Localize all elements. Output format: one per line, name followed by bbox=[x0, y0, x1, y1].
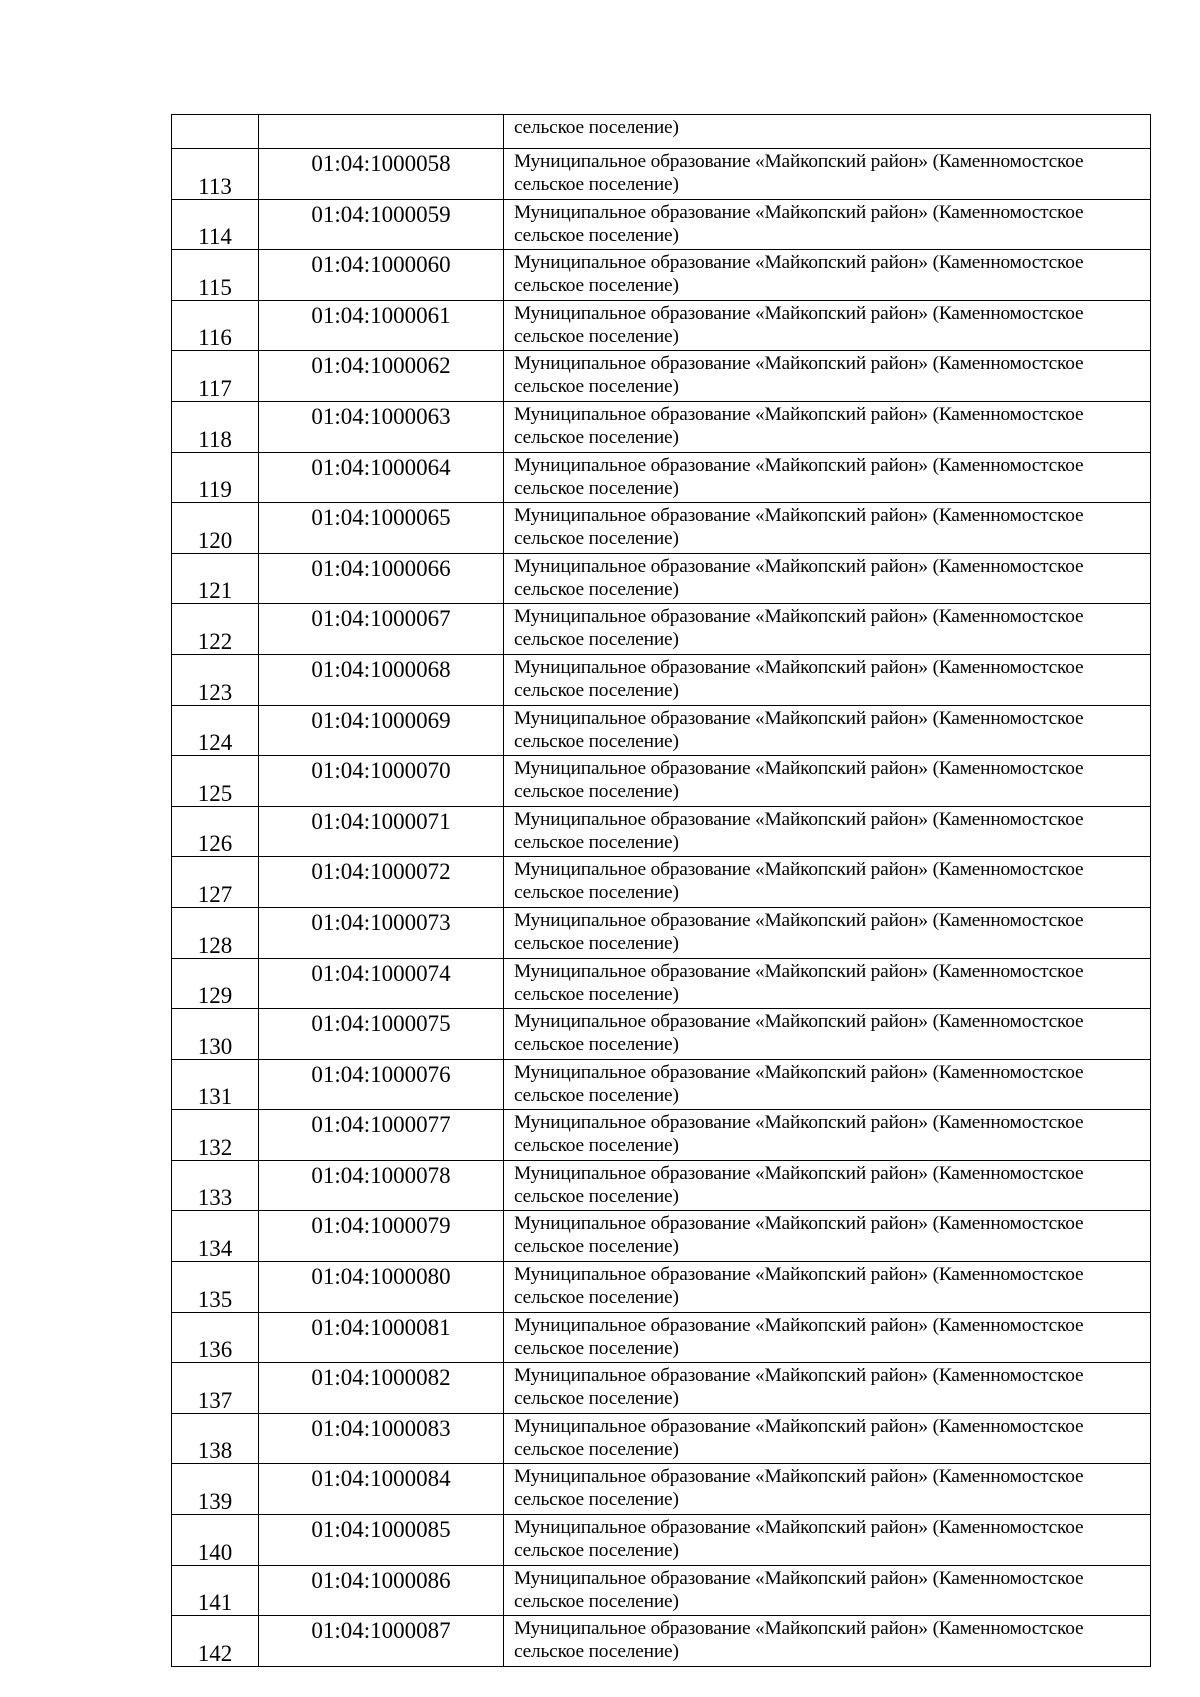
row-number: 119 bbox=[172, 452, 259, 503]
table-row bbox=[172, 1413, 1151, 1464]
row-number: 117 bbox=[172, 351, 259, 402]
description-line: сельское поселение) bbox=[514, 730, 679, 752]
description-line: Муниципальное образование «Майкопский район» (Каменномостское bbox=[514, 808, 1084, 830]
cadastral-code: 01:04:1000063 bbox=[259, 401, 504, 452]
cadastral-code: 01:04:1000066 bbox=[259, 553, 504, 604]
row-number: 131 bbox=[172, 1059, 259, 1110]
row-description bbox=[504, 452, 1151, 503]
row-number: 142 bbox=[172, 1616, 259, 1667]
cadastral-code: 01:04:1000065 bbox=[259, 503, 504, 554]
description-line: Муниципальное образование «Майкопский район» (Каменномостское bbox=[514, 960, 1084, 982]
table-row bbox=[172, 1515, 1151, 1566]
cadastral-code: 01:04:1000071 bbox=[259, 806, 504, 857]
row-description bbox=[504, 503, 1151, 554]
description-line: сельское поселение) bbox=[514, 1084, 679, 1106]
row-number: 122 bbox=[172, 604, 259, 655]
row-number: 128 bbox=[172, 907, 259, 958]
description-line: сельское поселение) bbox=[514, 1337, 679, 1359]
description-line: сельское поселение) bbox=[514, 1034, 679, 1056]
table-body bbox=[172, 115, 1151, 1667]
cadastral-code: 01:04:1000083 bbox=[259, 1413, 504, 1464]
description-line: сельское поселение) bbox=[514, 275, 679, 297]
cadastral-code: 01:04:1000069 bbox=[259, 705, 504, 756]
row-number: 121 bbox=[172, 553, 259, 604]
row-number: 125 bbox=[172, 756, 259, 807]
description-line: сельское поселение) bbox=[514, 1590, 679, 1612]
row-number: 137 bbox=[172, 1363, 259, 1414]
description-line: Муниципальное образование «Майкопский район» (Каменномостское bbox=[514, 1517, 1084, 1539]
cadastral-code: 01:04:1000078 bbox=[259, 1160, 504, 1211]
table-row bbox=[172, 1110, 1151, 1161]
row-description bbox=[504, 1464, 1151, 1515]
description-line: Муниципальное образование «Майкопский район» (Каменномостское bbox=[514, 707, 1084, 729]
table-row bbox=[172, 1160, 1151, 1211]
description-line: сельское поселение) bbox=[514, 629, 679, 651]
description-line: сельское поселение) bbox=[514, 325, 679, 347]
table-row bbox=[172, 1009, 1151, 1060]
description-line: Муниципальное образование «Майкопский район» (Каменномостское bbox=[514, 201, 1084, 223]
row-description bbox=[504, 1312, 1151, 1363]
row-number: 132 bbox=[172, 1110, 259, 1161]
description-line: Муниципальное образование «Майкопский район» (Каменномостское bbox=[514, 1264, 1084, 1286]
row-description bbox=[504, 115, 1151, 149]
row-number: 138 bbox=[172, 1413, 259, 1464]
description-line: Муниципальное образование «Майкопский район» (Каменномостское bbox=[514, 758, 1084, 780]
row-number: 135 bbox=[172, 1262, 259, 1313]
table-row bbox=[172, 503, 1151, 554]
cadastral-code: 01:04:1000084 bbox=[259, 1464, 504, 1515]
row-number: 116 bbox=[172, 300, 259, 351]
row-description bbox=[504, 1515, 1151, 1566]
cadastral-code: 01:04:1000073 bbox=[259, 907, 504, 958]
description-line: Муниципальное образование «Майкопский район» (Каменномостское bbox=[514, 1567, 1084, 1589]
cadastral-code: 01:04:1000070 bbox=[259, 756, 504, 807]
row-description bbox=[504, 1110, 1151, 1161]
row-description bbox=[504, 1616, 1151, 1667]
description-line: сельское поселение) bbox=[514, 1236, 679, 1258]
cadastral-code: 01:04:1000058 bbox=[259, 149, 504, 200]
row-number: 140 bbox=[172, 1515, 259, 1566]
description-line: Муниципальное образование «Майкопский район» (Каменномостское bbox=[514, 302, 1084, 324]
table-row bbox=[172, 604, 1151, 655]
table-row bbox=[172, 756, 1151, 807]
row-number bbox=[172, 115, 259, 149]
description-line: Муниципальное образование «Майкопский район» (Каменномостское bbox=[514, 909, 1084, 931]
row-description bbox=[504, 958, 1151, 1009]
row-number: 118 bbox=[172, 401, 259, 452]
row-number: 126 bbox=[172, 806, 259, 857]
cadastral-code: 01:04:1000064 bbox=[259, 452, 504, 503]
description-line: сельское поселение) bbox=[514, 528, 679, 550]
row-description bbox=[504, 1262, 1151, 1313]
row-description bbox=[504, 199, 1151, 250]
description-line: Муниципальное образование «Майкопский район» (Каменномостское bbox=[514, 151, 1084, 172]
row-description bbox=[504, 149, 1151, 200]
description-line: Муниципальное образование «Майкопский район» (Каменномостское bbox=[514, 555, 1084, 577]
description-line: Муниципальное образование «Майкопский район» (Каменномостское bbox=[514, 353, 1084, 375]
table-row bbox=[172, 1464, 1151, 1515]
cadastral-code: 01:04:1000060 bbox=[259, 250, 504, 301]
cadastral-code: 01:04:1000087 bbox=[259, 1616, 504, 1667]
row-number: 129 bbox=[172, 958, 259, 1009]
row-number: 130 bbox=[172, 1009, 259, 1060]
description-line: сельское поселение) bbox=[514, 477, 679, 499]
cadastral-code: 01:04:1000085 bbox=[259, 1515, 504, 1566]
description-line: Муниципальное образование «Майкопский район» (Каменномостское bbox=[514, 1112, 1084, 1134]
description-line: Муниципальное образование «Майкопский район» (Каменномостское bbox=[514, 1061, 1084, 1083]
description-line: сельское поселение) bbox=[514, 983, 679, 1005]
description-line: сельское поселение) bbox=[514, 1185, 679, 1207]
cadastral-code: 01:04:1000059 bbox=[259, 199, 504, 250]
table-row bbox=[172, 351, 1151, 402]
description-line: сельское поселение) bbox=[514, 224, 679, 246]
row-number: 124 bbox=[172, 705, 259, 756]
row-description bbox=[504, 1059, 1151, 1110]
cadastral-code: 01:04:1000062 bbox=[259, 351, 504, 402]
table-row bbox=[172, 1363, 1151, 1414]
table-row bbox=[172, 705, 1151, 756]
description-line: Муниципальное образование «Майкопский район» (Каменномостское bbox=[514, 1162, 1084, 1184]
row-description bbox=[504, 1363, 1151, 1414]
table-row bbox=[172, 149, 1151, 200]
row-description bbox=[504, 1160, 1151, 1211]
description-line: сельское поселение) bbox=[514, 174, 679, 195]
cadastral-code: 01:04:1000077 bbox=[259, 1110, 504, 1161]
description-line: Муниципальное образование «Майкопский район» (Каменномостское bbox=[514, 1314, 1084, 1336]
row-number: 134 bbox=[172, 1211, 259, 1262]
table-row bbox=[172, 1059, 1151, 1110]
cadastral-code: 01:04:1000081 bbox=[259, 1312, 504, 1363]
row-description bbox=[504, 1565, 1151, 1616]
row-description bbox=[504, 250, 1151, 301]
description-line: сельское поселение) bbox=[514, 882, 679, 904]
description-line: Муниципальное образование «Майкопский район» (Каменномостское bbox=[514, 656, 1084, 678]
row-number: 123 bbox=[172, 654, 259, 705]
description-line: Муниципальное образование «Майкопский район» (Каменномостское bbox=[514, 454, 1084, 476]
cadastral-code: 01:04:1000086 bbox=[259, 1565, 504, 1616]
description-line: сельское поселение) bbox=[514, 831, 679, 853]
description-line: Муниципальное образование «Майкопский район» (Каменномостское bbox=[514, 505, 1084, 527]
row-description bbox=[504, 756, 1151, 807]
row-number: 115 bbox=[172, 250, 259, 301]
table-row bbox=[172, 1616, 1151, 1667]
row-description bbox=[504, 300, 1151, 351]
cadastral-code bbox=[259, 115, 504, 149]
cadastral-code: 01:04:1000061 bbox=[259, 300, 504, 351]
cadastral-code: 01:04:1000075 bbox=[259, 1009, 504, 1060]
cadastral-code: 01:04:1000076 bbox=[259, 1059, 504, 1110]
row-number: 133 bbox=[172, 1160, 259, 1211]
cadastral-table bbox=[171, 114, 1151, 1667]
cadastral-code: 01:04:1000072 bbox=[259, 857, 504, 908]
cadastral-code: 01:04:1000080 bbox=[259, 1262, 504, 1313]
description-line: Муниципальное образование «Майкопский район» (Каменномостское bbox=[514, 606, 1084, 628]
description-line: Муниципальное образование «Майкопский район» (Каменномостское bbox=[514, 1213, 1084, 1235]
row-description bbox=[504, 401, 1151, 452]
description-line: Муниципальное образование «Майкопский район» (Каменномостское bbox=[514, 1466, 1084, 1488]
table-row bbox=[172, 958, 1151, 1009]
table-row bbox=[172, 907, 1151, 958]
table-row bbox=[172, 452, 1151, 503]
description-line: сельское поселение) bbox=[514, 376, 679, 398]
cadastral-code: 01:04:1000074 bbox=[259, 958, 504, 1009]
row-number: 113 bbox=[172, 149, 259, 200]
description-line: сельское поселение) bbox=[514, 1388, 679, 1410]
row-description bbox=[504, 351, 1151, 402]
table-row bbox=[172, 806, 1151, 857]
table-row bbox=[172, 401, 1151, 452]
description-line: сельское поселение) bbox=[514, 932, 679, 954]
row-description bbox=[504, 604, 1151, 655]
description-line: Муниципальное образование «Майкопский район» (Каменномостское bbox=[514, 252, 1084, 274]
row-description bbox=[504, 553, 1151, 604]
description-line: Муниципальное образование «Майкопский район» (Каменномостское bbox=[514, 1011, 1084, 1033]
description-line: Муниципальное образование «Майкопский район» (Каменномостское bbox=[514, 1415, 1084, 1437]
cadastral-code: 01:04:1000082 bbox=[259, 1363, 504, 1414]
table-row bbox=[172, 199, 1151, 250]
row-description bbox=[504, 654, 1151, 705]
row-number: 127 bbox=[172, 857, 259, 908]
description-line: сельское поселение) bbox=[514, 1135, 679, 1157]
row-description bbox=[504, 1009, 1151, 1060]
continuation-row bbox=[172, 115, 1151, 149]
table-row bbox=[172, 1565, 1151, 1616]
row-number: 114 bbox=[172, 199, 259, 250]
table-row bbox=[172, 1312, 1151, 1363]
row-number: 141 bbox=[172, 1565, 259, 1616]
description-line: Муниципальное образование «Майкопский район» (Каменномостское bbox=[514, 859, 1084, 881]
table-row bbox=[172, 857, 1151, 908]
table-row bbox=[172, 1211, 1151, 1262]
description-line: сельское поселение) bbox=[514, 1287, 679, 1309]
cadastral-code: 01:04:1000079 bbox=[259, 1211, 504, 1262]
row-number: 136 bbox=[172, 1312, 259, 1363]
description-line: сельское поселение) bbox=[514, 426, 679, 448]
row-number: 120 bbox=[172, 503, 259, 554]
table-row bbox=[172, 300, 1151, 351]
cadastral-code: 01:04:1000068 bbox=[259, 654, 504, 705]
row-description bbox=[504, 907, 1151, 958]
description-line: сельское поселение) bbox=[514, 679, 679, 701]
row-description bbox=[504, 806, 1151, 857]
table-row bbox=[172, 250, 1151, 301]
description-line: сельское поселение) bbox=[514, 1641, 679, 1663]
table-row bbox=[172, 1262, 1151, 1313]
table-row bbox=[172, 553, 1151, 604]
description-line: сельское поселение) bbox=[514, 1489, 679, 1511]
description-line: сельское поселение) bbox=[514, 1438, 679, 1460]
description-line: сельское поселение) bbox=[514, 1540, 679, 1562]
description-line: сельское поселение) bbox=[514, 578, 679, 600]
description-line: Муниципальное образование «Майкопский район» (Каменномостское bbox=[514, 1618, 1084, 1640]
row-description bbox=[504, 1413, 1151, 1464]
row-number: 139 bbox=[172, 1464, 259, 1515]
description-line: Муниципальное образование «Майкопский район» (Каменномостское bbox=[514, 403, 1084, 425]
description-line: сельское поселение) bbox=[514, 781, 679, 803]
row-description bbox=[504, 1211, 1151, 1262]
row-description bbox=[504, 705, 1151, 756]
description-line: Муниципальное образование «Майкопский район» (Каменномостское bbox=[514, 1365, 1084, 1387]
row-description bbox=[504, 857, 1151, 908]
description-line: сельское поселение) bbox=[514, 117, 679, 138]
table-row bbox=[172, 654, 1151, 705]
cadastral-code: 01:04:1000067 bbox=[259, 604, 504, 655]
